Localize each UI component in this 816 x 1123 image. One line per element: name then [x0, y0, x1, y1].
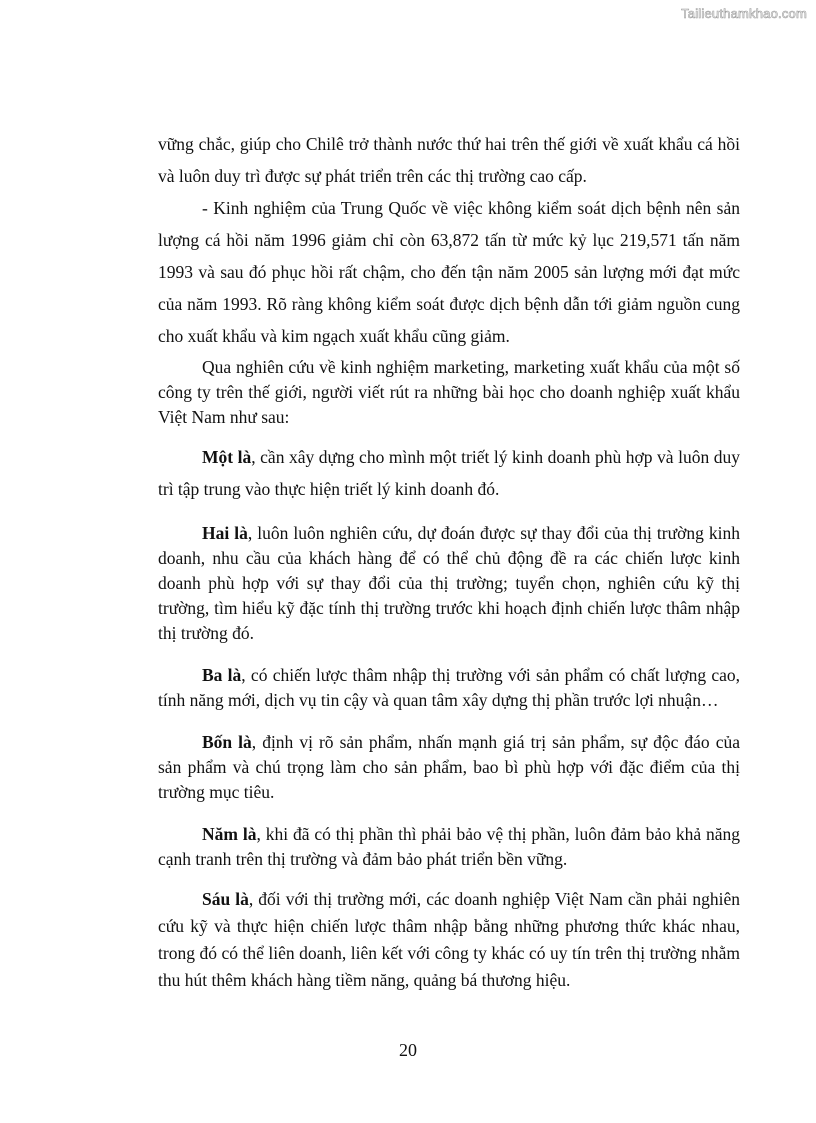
lesson-six	[158, 886, 740, 994]
paragraph-continuation: vững chắc, giúp cho Chilê trở thành nước thứ hai trên thế giới về xuất khẩu cá hồi và luôn duy trì được sự phát triển trên các thị trường cao cấp.	[158, 134, 740, 186]
lesson-five-text: , khi đã có thị phần thì phải bảo vệ thị phần, luôn đảm bảo khả năng cạnh tranh trên thị trường và đảm bảo phát triển bền vững.	[158, 824, 741, 869]
lesson-one-label: Một là	[202, 447, 252, 467]
lesson-four-text: , định vị rõ sản phẩm, nhấn mạnh giá trị sản phẩm, sự độc đáo của sản phẩm và chú trọng làm cho sản phẩm, bao bì phù hợp với đặc điểm của thị trường mục tiêu.	[158, 732, 740, 802]
lesson-four-label: Bốn là	[202, 732, 252, 752]
page-number: 20	[399, 1040, 417, 1060]
lesson-six-label: Sáu là	[202, 889, 249, 909]
site-watermark: Tailieuthamkhao.com	[681, 6, 807, 21]
lesson-three-text: , có chiến lược thâm nhập thị trường với sản phẩm có chất lượng cao, tính năng mới, dịch vụ tin cậy và quan tâm xây dựng thị phần trước lợi nhuận…	[158, 665, 740, 710]
lesson-three	[158, 663, 740, 713]
lesson-two	[158, 521, 740, 646]
paragraph-lessons-intro: Qua nghiên cứu về kinh nghiệm marketing, marketing xuất khẩu của một số công ty trên thế giới, người viết rút ra những bài học cho doanh nghiệp xuất khẩu Việt Nam như sau:	[158, 357, 740, 427]
lesson-four	[158, 730, 740, 805]
lesson-three-label: Ba là	[202, 665, 242, 685]
lesson-six-text: , đối với thị trường mới, các doanh nghiệp Việt Nam cần phải nghiên cứu kỹ và thực hiện chiến lược thâm nhập bằng những phương thức khác nhau, trong đó có thể liên doanh, liên kết với công ty khác có uy tín trên thị trường nhằm thu hút thêm khách hàng tiềm năng, quảng bá thương hiệu.	[158, 889, 740, 990]
lesson-one	[158, 441, 740, 505]
lesson-five-label: Năm là	[202, 824, 257, 844]
lesson-two-text: , luôn luôn nghiên cứu, dự đoán được sự thay đổi của thị trường kinh doanh, nhu cầu của khách hàng để có thể chủ động đề ra các chiến lược kinh doanh phù hợp với sự thay đổi của thị trường; tuyển chọn, nghiên cứu kỹ thị trường, tìm hiểu kỹ đặc tính thị trường trước khi hoạch định chiến lược thâm nhập thị trường đó.	[158, 523, 740, 643]
paragraph-china-experience: - Kinh nghiệm của Trung Quốc về việc không kiểm soát dịch bệnh nên sản lượng cá hồi năm 1996 giảm chỉ còn 63,872 tấn từ mức kỷ lục 219,571 tấn năm 1993 và sau đó phục hồi rất chậm, cho đến tận năm 2005 sản lượng mới đạt mức của năm 1993. Rõ ràng không kiểm soát được dịch bệnh dẫn tới giảm nguồn cung cho xuất khẩu và kim ngạch xuất khẩu cũng giảm.	[158, 198, 740, 346]
document-body	[158, 128, 740, 994]
lesson-two-label: Hai là	[202, 523, 248, 543]
lesson-one-text: , cần xây dựng cho mình một triết lý kinh doanh phù hợp và luôn duy trì tập trung vào thực hiện triết lý kinh doanh đó.	[158, 447, 740, 499]
lesson-five	[158, 822, 740, 872]
